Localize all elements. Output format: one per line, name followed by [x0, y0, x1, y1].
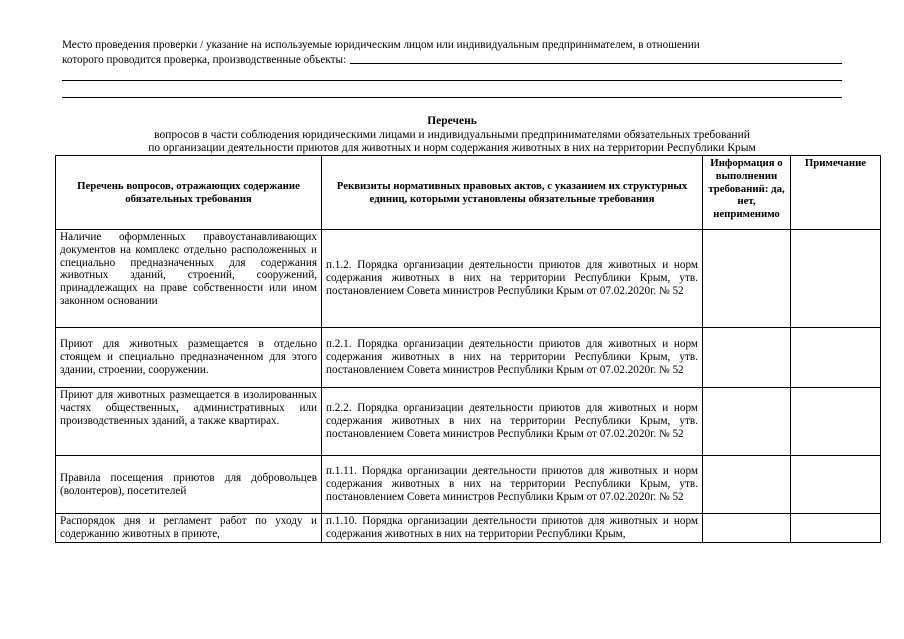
header-requisites: Реквизиты нормативных правовых актов, с указанием их структурных единиц, которыми установлены обязательные требования — [322, 156, 703, 230]
table-header-row — [56, 156, 881, 230]
checklist-table — [55, 155, 881, 543]
row-info-cell[interactable] — [703, 456, 791, 514]
list-subtitle-2: по организации деятельности приютов для животных и норм содержания животных в них на территории Республики Крым — [148, 142, 756, 154]
row-note-cell[interactable] — [791, 328, 881, 388]
row-note-cell[interactable] — [791, 230, 881, 328]
row-info-cell[interactable] — [703, 388, 791, 456]
row-question: Приют для животных размещается в изолированных частях общественных, административных или производственных зданий, а также квартирах. — [56, 388, 322, 456]
list-heading: Перечень — [427, 115, 477, 127]
header-note: Примечание — [791, 156, 881, 230]
row-reference: п.1.11. Порядка организации деятельности приютов для животных и норм содержания животных в них на территории Республики Крым, утв. постановлением Совета министров Республики Крым от 07.02.2020г. № 52 — [322, 456, 703, 514]
blank-line-1 — [62, 80, 842, 81]
inspection-place-line-1: Место проведения проверки / указание на используемые юридическим лицом или индивидуальным предпринимателем, в отношении — [62, 39, 700, 51]
table-row — [56, 456, 881, 514]
list-subtitle-1: вопросов в части соблюдения юридическими лицами и индивидуальными предпринимателями обязательных требований — [154, 129, 750, 141]
inspection-place-text — [62, 38, 842, 67]
row-question: Правила посещения приютов для добровольцев (волонтеров), посетителей — [56, 456, 322, 514]
row-question: Наличие оформленных правоустанавливающих документов на комплекс отдельно расположенных и специально предназначенных для содержания животных зданий, строений, сооружений, принадлежащих на праве собственности или ином законном основании — [56, 230, 322, 328]
row-reference: п.1.2. Порядка организации деятельности приютов для животных и норм содержания животных в них на территории Республики Крым, утв. постановлением Совета министров Республики Крым от 07.02.2020г. № 52 — [322, 230, 703, 328]
row-info-cell[interactable] — [703, 514, 791, 543]
row-info-cell[interactable] — [703, 230, 791, 328]
inspection-place-line-2 — [62, 53, 842, 68]
row-reference: п.2.1. Порядка организации деятельности приютов для животных и норм содержания животных в них на территории Республики Крым, утв. постановлением Совета министров Республики Крым от 07.02.2020г. № 52 — [322, 328, 703, 388]
table-row — [56, 514, 881, 543]
blank-line-2 — [62, 97, 842, 98]
table-row — [56, 388, 881, 456]
row-note-cell[interactable] — [791, 514, 881, 543]
row-reference: п.1.10. Порядка организации деятельности приютов для животных и норм содержания животных в них на территории Республики Крым, — [322, 514, 703, 543]
table-row — [56, 230, 881, 328]
inspection-place-blank — [350, 53, 842, 65]
row-note-cell[interactable] — [791, 456, 881, 514]
table-row — [56, 328, 881, 388]
row-note-cell[interactable] — [791, 388, 881, 456]
row-reference: п.2.2. Порядка организации деятельности приютов для животных и норм содержания животных в них на территории Республики Крым, утв. постановлением Совета министров Республики Крым от 07.02.2020г. № 52 — [322, 388, 703, 456]
inspection-place-line-2-text: которого проводится проверка, производственные объекты: — [62, 53, 347, 66]
row-info-cell[interactable] — [703, 328, 791, 388]
header-info: Информация о выполнении требований: да, нет, неприменимо — [703, 156, 791, 230]
row-question: Распорядок дня и регламент работ по уходу и содержанию животных в приюте, — [56, 514, 322, 543]
header-questions: Перечень вопросов, отражающих содержание обязательных требования — [56, 156, 322, 230]
row-question: Приют для животных размещается в отдельно стоящем и специально предназначенном для этого здании, строении, сооружении. — [56, 328, 322, 388]
